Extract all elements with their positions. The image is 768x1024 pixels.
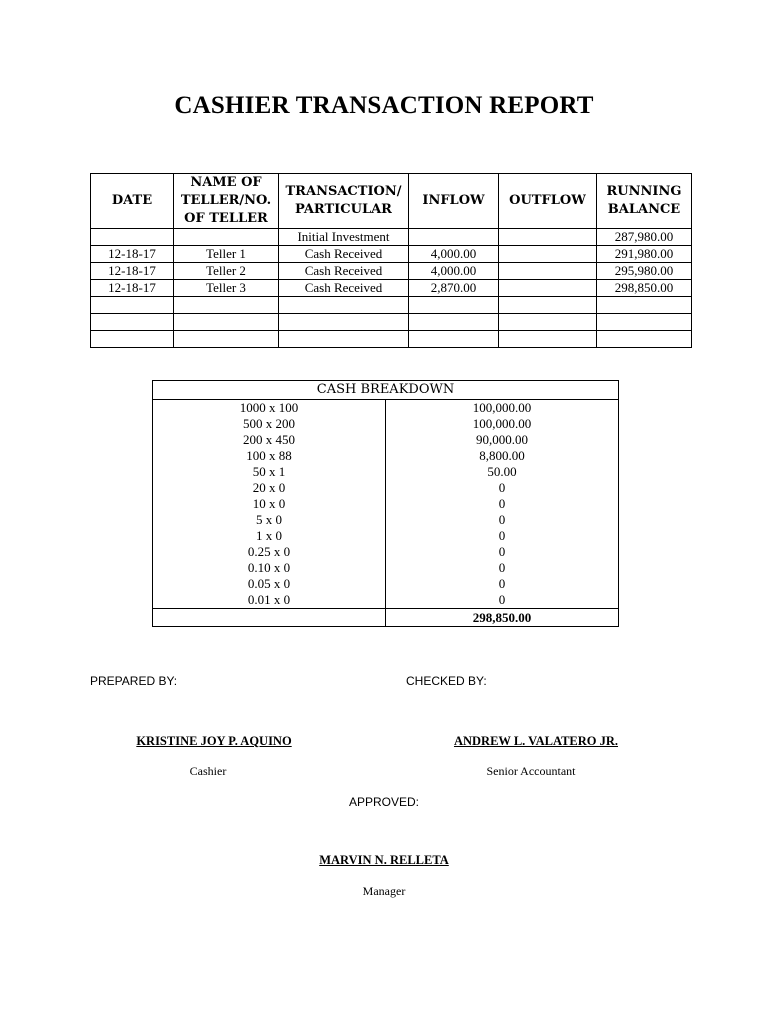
amount: 0 <box>386 512 619 528</box>
amount: 0 <box>386 544 619 560</box>
cell-teller: Teller 2 <box>174 263 279 280</box>
cell-teller <box>174 331 279 348</box>
denomination: 1 x 0 <box>153 528 386 544</box>
cell-inflow <box>409 229 499 246</box>
cell-particular: Initial Investment <box>279 229 409 246</box>
denomination: 5 x 0 <box>153 512 386 528</box>
cell-outflow <box>499 331 597 348</box>
list-item <box>153 512 619 528</box>
cell-outflow <box>499 314 597 331</box>
list-item <box>153 432 619 448</box>
cell-balance <box>597 297 692 314</box>
cell-teller: Teller 3 <box>174 280 279 297</box>
list-item <box>153 480 619 496</box>
list-item <box>153 416 619 432</box>
cash-breakdown-total-row <box>153 609 619 627</box>
cell-outflow <box>499 246 597 263</box>
amount: 50.00 <box>386 464 619 480</box>
cell-particular <box>279 297 409 314</box>
denomination: 0.25 x 0 <box>153 544 386 560</box>
approved-label: APPROVED: <box>348 795 420 809</box>
cell-inflow <box>409 314 499 331</box>
header-teller: NAME OF TELLER/NO. OF TELLER <box>174 174 279 229</box>
cash-breakdown-table <box>152 380 619 627</box>
table-row <box>91 297 692 314</box>
list-item <box>153 528 619 544</box>
denomination: 500 x 200 <box>153 416 386 432</box>
denomination: 20 x 0 <box>153 480 386 496</box>
table-row <box>91 229 692 246</box>
cash-breakdown-title: CASH BREAKDOWN <box>153 381 619 400</box>
list-item <box>153 576 619 592</box>
checked-by-name: ANDREW L. VALATERO JR. <box>453 734 619 748</box>
list-item <box>153 560 619 576</box>
denomination: 0.01 x 0 <box>153 592 386 609</box>
amount: 0 <box>386 592 619 609</box>
denomination: 0.10 x 0 <box>153 560 386 576</box>
total-label-cell <box>153 609 386 627</box>
cell-balance: 298,850.00 <box>597 280 692 297</box>
prepared-by-label: PREPARED BY: <box>90 674 178 688</box>
cell-inflow: 4,000.00 <box>409 246 499 263</box>
table-row <box>91 331 692 348</box>
table-row <box>91 246 692 263</box>
header-particular: TRANSACTION/ PARTICULAR <box>279 174 409 229</box>
cash-breakdown-total: 298,850.00 <box>386 609 619 627</box>
cell-balance: 287,980.00 <box>597 229 692 246</box>
cell-date <box>91 331 174 348</box>
cell-date <box>91 314 174 331</box>
table-row <box>91 263 692 280</box>
list-item <box>153 400 619 417</box>
denomination: 10 x 0 <box>153 496 386 512</box>
cell-balance <box>597 331 692 348</box>
denomination: 100 x 88 <box>153 448 386 464</box>
cell-teller <box>174 229 279 246</box>
header-inflow: INFLOW <box>409 174 499 229</box>
cell-balance <box>597 314 692 331</box>
table-row <box>91 280 692 297</box>
denomination: 50 x 1 <box>153 464 386 480</box>
cell-inflow <box>409 331 499 348</box>
prepared-by-name: KRISTINE JOY P. AQUINO <box>136 734 292 748</box>
amount: 90,000.00 <box>386 432 619 448</box>
cell-outflow <box>499 263 597 280</box>
cell-date <box>91 229 174 246</box>
cell-teller <box>174 297 279 314</box>
list-item <box>153 448 619 464</box>
checked-by-role: Senior Accountant <box>486 764 576 778</box>
approved-by-name: MARVIN N. RELLETA <box>319 853 449 867</box>
cell-particular <box>279 331 409 348</box>
cell-outflow <box>499 280 597 297</box>
cell-date: 12-18-17 <box>91 280 174 297</box>
amount: 8,800.00 <box>386 448 619 464</box>
prepared-by-role: Cashier <box>189 764 227 778</box>
cell-particular <box>279 314 409 331</box>
transaction-table <box>90 173 692 348</box>
cell-date <box>91 297 174 314</box>
cell-balance: 291,980.00 <box>597 246 692 263</box>
header-date: DATE <box>91 174 174 229</box>
cell-particular: Cash Received <box>279 246 409 263</box>
cell-balance: 295,980.00 <box>597 263 692 280</box>
cell-date: 12-18-17 <box>91 246 174 263</box>
list-item <box>153 496 619 512</box>
amount: 100,000.00 <box>386 416 619 432</box>
cell-inflow <box>409 297 499 314</box>
amount: 0 <box>386 560 619 576</box>
denomination: 1000 x 100 <box>153 400 386 417</box>
header-outflow: OUTFLOW <box>499 174 597 229</box>
amount: 0 <box>386 496 619 512</box>
amount: 0 <box>386 480 619 496</box>
cell-outflow <box>499 297 597 314</box>
cell-outflow <box>499 229 597 246</box>
report-title: CASHIER TRANSACTION REPORT <box>174 92 594 119</box>
list-item <box>153 544 619 560</box>
list-item <box>153 592 619 609</box>
header-balance: RUNNING BALANCE <box>597 174 692 229</box>
cell-particular: Cash Received <box>279 263 409 280</box>
cell-date: 12-18-17 <box>91 263 174 280</box>
cell-inflow: 4,000.00 <box>409 263 499 280</box>
cell-inflow: 2,870.00 <box>409 280 499 297</box>
cell-teller <box>174 314 279 331</box>
cell-particular: Cash Received <box>279 280 409 297</box>
denomination: 0.05 x 0 <box>153 576 386 592</box>
denomination: 200 x 450 <box>153 432 386 448</box>
checked-by-label: CHECKED BY: <box>406 674 487 688</box>
approved-by-role: Manager <box>362 884 406 898</box>
cell-teller: Teller 1 <box>174 246 279 263</box>
amount: 0 <box>386 528 619 544</box>
list-item <box>153 464 619 480</box>
amount: 100,000.00 <box>386 400 619 417</box>
amount: 0 <box>386 576 619 592</box>
table-row <box>91 314 692 331</box>
transaction-header-row <box>91 174 692 229</box>
